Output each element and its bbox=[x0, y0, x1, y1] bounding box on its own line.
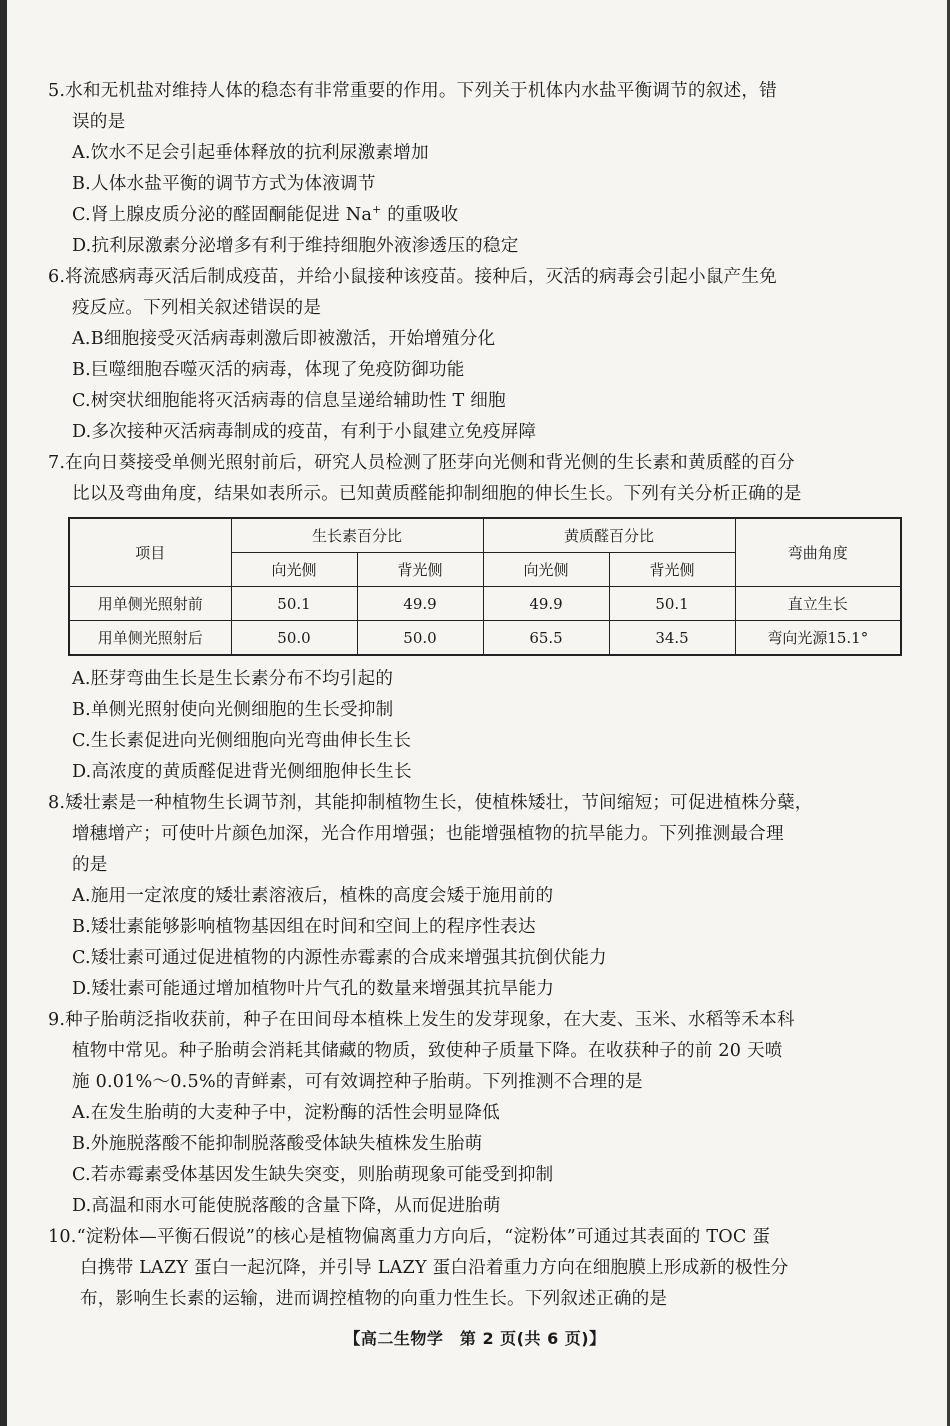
table-header-auxin: 生长素百分比 bbox=[231, 518, 483, 553]
question-stem: 布，影响生长素的运输，进而调控植物的向重力性生长。下列叙述正确的是 bbox=[80, 1289, 668, 1309]
option-c: C.树突状细胞能将灭活病毒的信息呈递给辅助性 T 细胞 bbox=[72, 391, 506, 411]
row-label: 用单侧光照射前 bbox=[69, 587, 231, 621]
cell-value: 直立生长 bbox=[735, 587, 901, 621]
table-row bbox=[69, 621, 901, 656]
table-header-row bbox=[69, 518, 901, 553]
scan-edge-left bbox=[0, 0, 7, 1426]
table-header-xanthoxin: 黄质醛百分比 bbox=[483, 518, 735, 553]
option-c-tail: 的重吸收 bbox=[387, 205, 459, 225]
table-header-item: 项目 bbox=[69, 518, 231, 587]
table-subheader-light: 向光侧 bbox=[483, 553, 609, 587]
page-content bbox=[48, 76, 904, 1315]
question-6 bbox=[48, 262, 904, 448]
option-c-text: C.肾上腺皮质分泌的醛固酮能促进 Na bbox=[72, 205, 373, 225]
question-stem: 误的是 bbox=[72, 112, 126, 132]
option-c bbox=[48, 200, 904, 231]
question-stem: 6.将流感病毒灭活后制成疫苗，并给小鼠接种该疫苗。接种后，灭活的病毒会引起小鼠产生免 bbox=[48, 267, 777, 287]
cell-value: 49.9 bbox=[357, 587, 483, 621]
table-subheader-shade: 背光侧 bbox=[357, 553, 483, 587]
table-header-angle: 弯曲角度 bbox=[735, 518, 901, 587]
option-c: C.矮壮素可通过促进植物的内源性赤霉素的合成来增强其抗倒伏能力 bbox=[72, 948, 607, 968]
cell-value: 50.1 bbox=[609, 587, 735, 621]
option-d: D.高浓度的黄质醛促进背光侧细胞伸长生长 bbox=[72, 762, 412, 782]
option-c: C.生长素促进向光侧细胞向光弯曲伸长生长 bbox=[72, 731, 412, 751]
question-stem: 疫反应。下列相关叙述错误的是 bbox=[72, 298, 322, 318]
question-8 bbox=[48, 788, 904, 1005]
option-d: D.抗利尿激素分泌增多有利于维持细胞外液渗透压的稳定 bbox=[72, 236, 519, 256]
question-stem: 10.“淀粉体—平衡石假说”的核心是植物偏离重力方向后，“淀粉体”可通过其表面的 TOC 蛋 bbox=[48, 1227, 771, 1247]
question-stem: 植物中常见。种子胎萌会消耗其储藏的物质，致使种子质量下降。在收获种子的前 20 天喷 bbox=[72, 1041, 783, 1061]
option-a: A.胚芽弯曲生长是生长素分布不均引起的 bbox=[72, 669, 394, 689]
question-5 bbox=[48, 76, 904, 262]
option-b: B.外施脱落酸不能抑制脱落酸受体缺失植株发生胎萌 bbox=[72, 1134, 483, 1154]
question-9 bbox=[48, 1005, 904, 1222]
question-stem: 5.水和无机盐对维持人体的稳态有非常重要的作用。下列关于机体内水盐平衡调节的叙述，错 bbox=[48, 81, 777, 101]
question-stem: 7.在向日葵接受单侧光照射前后，研究人员检测了胚芽向光侧和背光侧的生长素和黄质醛的百分 bbox=[48, 453, 795, 473]
option-d: D.多次接种灭活病毒制成的疫苗，有利于小鼠建立免疫屏障 bbox=[72, 422, 537, 442]
question-stem: 施 0.01%～0.5%的青鲜素，可有效调控种子胎萌。下列推测不合理的是 bbox=[72, 1072, 643, 1092]
option-d: D.高温和雨水可能使脱落酸的含量下降，从而促进胎萌 bbox=[72, 1196, 501, 1216]
option-b: B.巨噬细胞吞噬灭活的病毒，体现了免疫防御功能 bbox=[72, 360, 465, 380]
option-b: B.矮壮素能够影响植物基因组在时间和空间上的程序性表达 bbox=[72, 917, 536, 937]
question-stem: 9.种子胎萌泛指收获前，种子在田间母本植株上发生的发芽现象，在大麦、玉米、水稻等禾本科 bbox=[48, 1010, 795, 1030]
cell-value: 49.9 bbox=[483, 587, 609, 621]
question-stem: 增穗增产；可使叶片颜色加深，光合作用增强；也能增强植物的抗旱能力。下列推测最合理 bbox=[72, 824, 784, 844]
data-table bbox=[68, 517, 902, 656]
question-stem: 比以及弯曲角度，结果如表所示。已知黄质醛能抑制细胞的伸长生长。下列有关分析正确的是 bbox=[72, 484, 802, 504]
table-subheader-shade: 背光侧 bbox=[609, 553, 735, 587]
question-stem: 8.矮壮素是一种植物生长调节剂，其能抑制植物生长，使植株矮壮，节间缩短；可促进植株分蘖， bbox=[48, 793, 813, 813]
cell-value: 50.1 bbox=[231, 587, 357, 621]
table-subheader-light: 向光侧 bbox=[231, 553, 357, 587]
option-b: B.单侧光照射使向光侧细胞的生长受抑制 bbox=[72, 700, 394, 720]
question-stem: 的是 bbox=[72, 855, 108, 875]
cell-value: 弯向光源15.1° bbox=[735, 621, 901, 656]
cell-value: 65.5 bbox=[483, 621, 609, 656]
table-row bbox=[69, 587, 901, 621]
question-7 bbox=[48, 448, 904, 788]
option-a: A.施用一定浓度的矮壮素溶液后，植株的高度会矮于施用前的 bbox=[72, 886, 554, 906]
option-d: D.矮壮素可能通过增加植物叶片气孔的数量来增强其抗旱能力 bbox=[72, 979, 555, 999]
option-a: A.B细胞接受灭活病毒刺激后即被激活，开始增殖分化 bbox=[72, 329, 496, 349]
question-10 bbox=[48, 1222, 904, 1315]
option-b: B.人体水盐平衡的调节方式为体液调节 bbox=[72, 174, 376, 194]
row-label: 用单侧光照射后 bbox=[69, 621, 231, 656]
page-footer: 【高二生物学 第 2 页(共 6 页)】 bbox=[344, 1329, 606, 1348]
question-stem: 白携带 LAZY 蛋白一起沉降，并引导 LAZY 蛋白沿着重力方向在细胞膜上形成新的极性分 bbox=[80, 1258, 789, 1278]
superscript: + bbox=[372, 203, 382, 217]
cell-value: 34.5 bbox=[609, 621, 735, 656]
option-a: A.在发生胎萌的大麦种子中，淀粉酶的活性会明显降低 bbox=[72, 1103, 500, 1123]
cell-value: 50.0 bbox=[357, 621, 483, 656]
option-c: C.若赤霉素受体基因发生缺失突变，则胎萌现象可能受到抑制 bbox=[72, 1165, 554, 1185]
cell-value: 50.0 bbox=[231, 621, 357, 656]
option-a: A.饮水不足会引起垂体释放的抗利尿激素增加 bbox=[72, 143, 429, 163]
